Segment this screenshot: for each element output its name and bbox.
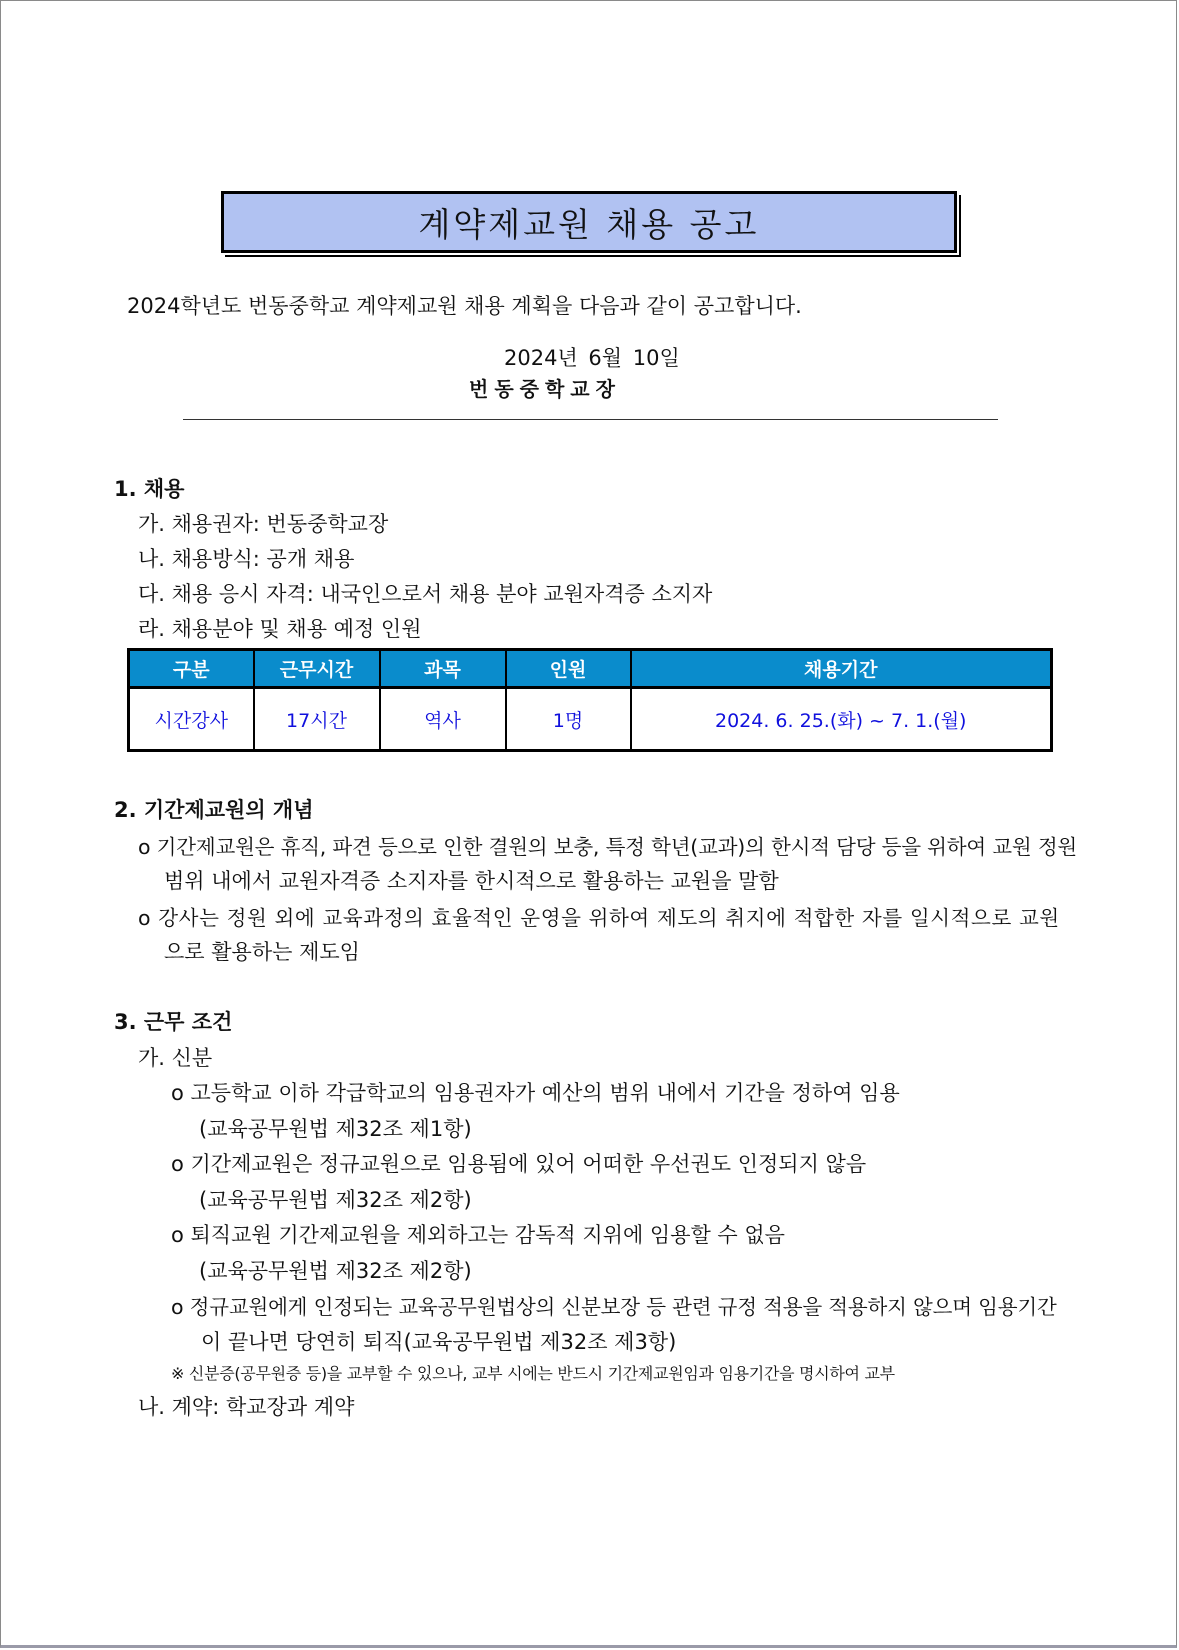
section1-item: 라. 채용분야 및 채용 예정 인원 [138,617,422,641]
divider [183,419,998,420]
section2-item: o 기간제교원은 휴직, 파견 등으로 인한 결원의 보충, 특정 학년(교과)의 한시적 담당 등을 위하여 교원 정원 [138,835,1078,859]
page-title: 계약제교원 채용 공고 [418,204,760,244]
section3-bullet: o 정규교원에게 인정되는 교육공무원법상의 신분보장 등 관련 규정 적용을 적용하지 않으며 임용기간 [171,1295,1057,1319]
intro-text: 2024학년도 번동중학교 계약제교원 채용 계획을 다음과 같이 공고합니다. [127,294,802,318]
section1-item: 다. 채용 응시 자격: 내국인으로서 채용 분야 교원자격증 소지자 [138,582,713,606]
section2-item: o 강사는 정원 외에 교육과정의 효율적인 운영을 위하여 제도의 취지에 적합한 자를 일시적으로 교원 [138,906,1060,930]
cell-work-hours: 17시간 [254,688,380,751]
section3-note: ※ 신분증(공무원증 등)을 교부할 수 있으나, 교부 시에는 반드시 기간제교원임과 임용기간을 명시하여 교부 [171,1364,895,1383]
section3-bullet: o 고등학교 이하 각급학교의 임용권자가 예산의 범위 내에서 기간을 정하여 임용 [171,1081,900,1105]
cell-period: 2024. 6. 25.(화) ~ 7. 1.(월) [715,709,967,732]
section3-sub-b: 나. 계약: 학교장과 계약 [138,1395,355,1419]
section3-sub-a: 가. 신분 [138,1046,213,1070]
section1-heading: 1. 채용 [114,477,185,501]
section3-bullet-cont: 이 끝나면 당연히 퇴직(교육공무원법 제32조 제3항) [201,1330,677,1354]
section3-bullet: o 기간제교원은 정규교원으로 임용됨에 있어 어떠한 우선권도 인정되지 않음 [171,1152,867,1176]
section2-item-cont: 으로 활용하는 제도임 [164,940,360,964]
column-header-work-hours: 근무시간 [254,650,380,688]
section2-item-cont: 범위 내에서 교원자격증 소지자를 한시적으로 활용하는 교원을 말함 [164,869,779,893]
section3-bullet-cont: (교육공무원법 제32조 제2항) [199,1188,472,1212]
cell-category: 시간강사 [129,688,254,751]
cell-headcount: 1명 [506,688,631,751]
section3-bullet-cont: (교육공무원법 제32조 제1항) [199,1117,472,1141]
column-header-period: 채용기간 [631,650,1052,688]
section1-item: 가. 채용권자: 번동중학교장 [138,512,389,536]
column-header-headcount: 인원 [506,650,631,688]
issuer: 번동중학교장 [469,377,621,401]
title-banner [221,191,957,253]
table-row [129,688,1052,751]
column-header-subject: 과목 [380,650,506,688]
section3-bullet-cont: (교육공무원법 제32조 제2항) [199,1259,472,1283]
announcement-date: 2024년 6월 10일 [504,346,680,370]
column-header-category: 구분 [129,650,254,688]
section3-heading: 3. 근무 조건 [114,1010,233,1034]
section3-bullet: o 퇴직교원 기간제교원을 제외하고는 감독적 지위에 임용할 수 없음 [171,1223,785,1247]
section2-heading: 2. 기간제교원의 개념 [114,798,314,822]
section1-item: 나. 채용방식: 공개 채용 [138,547,355,571]
table-header-row [129,650,1052,688]
recruitment-table [127,648,1053,752]
cell-subject: 역사 [380,688,506,751]
